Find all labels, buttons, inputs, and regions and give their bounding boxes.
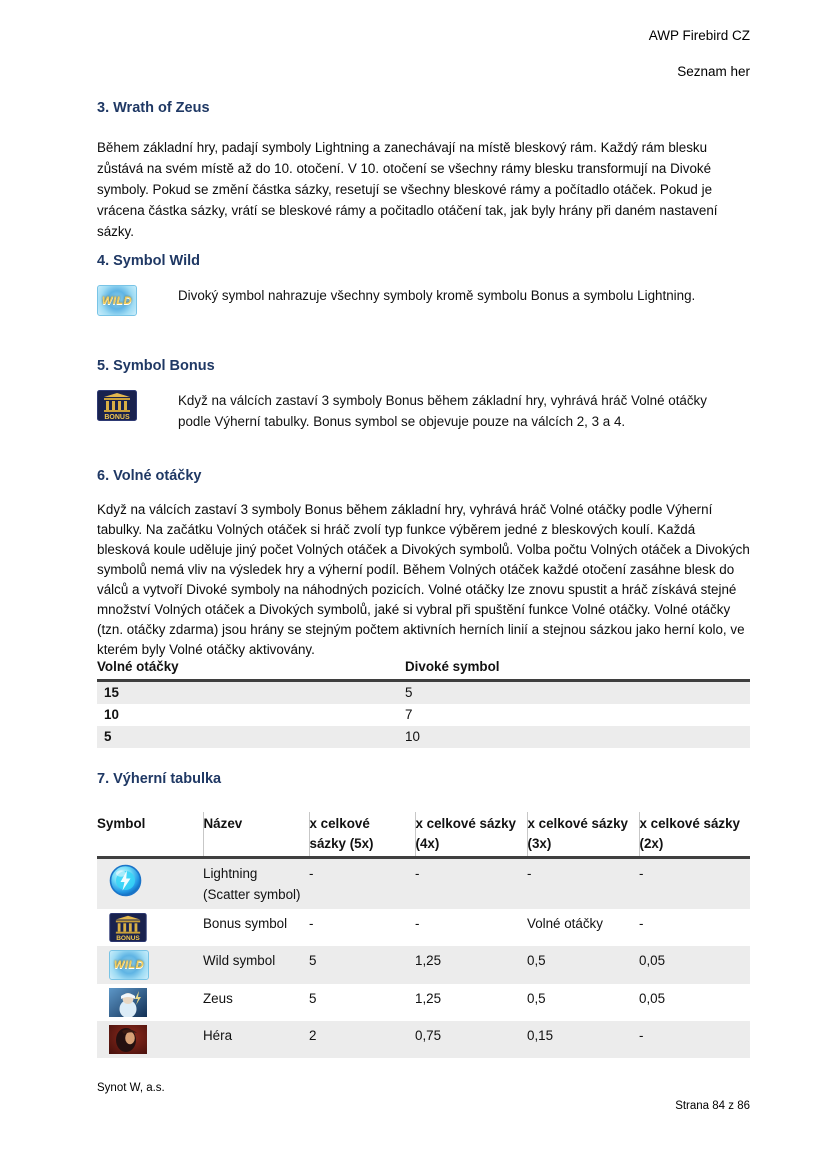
payout-3x: Volné otáčky	[527, 916, 603, 931]
symbol-cell	[97, 1021, 203, 1058]
header-line: (4x)	[415, 836, 440, 851]
wild-count-value: 7	[405, 707, 413, 722]
section-7-title: 7. Výherní tabulka	[97, 771, 222, 787]
section-4-row	[97, 285, 750, 316]
payout-2x: 0,05	[639, 991, 666, 1006]
header-line: (3x)	[527, 836, 552, 851]
payout-4x: 0,75	[415, 1028, 442, 1043]
payout-3x: 0,5	[527, 953, 546, 968]
paytable-header-4x	[415, 812, 527, 858]
bonus-symbol-icon	[109, 913, 147, 942]
section-6-paragraph: Když na válcích zastaví 3 symboly Bonus během základní hry, vyhrává hráč Volné otáčky podle Výherní tabulky. Na začátku Volných otáček si hráč zvolí typ funkce výběrem jedné z bleskových koulí. Každá blesková koule uděluje jiný počet Volných otáček a Divokých symbolů. Volba počtu Volných otáček a Divokých symbolů nemá vliv na výsledek hry a výherní podíl. Během Volných otáček každé otočení zasáhne blesk do válců a vytvoří Divoké symboly na náhodných pozicích. Volné otáčky lze znovu spustit a hráč získává stejné množství Volných otáček a Divokých symbolů, jaké si vybral při spuštění funkce Volné otáčky. Volné otáčky (tzn. otáčky zdarma) jsou hrány se stejným počtem aktivních herních linií a stejnou sázkou jako herní kolo, ve kterém byly Volné otáčky aktivovány.	[97, 502, 750, 657]
payout-2x: -	[639, 1028, 644, 1043]
payout-5x: 5	[309, 991, 317, 1006]
wild-count-col-header: Divoké symbol	[405, 656, 750, 681]
symbol-name: Bonus symbol	[203, 916, 288, 931]
section-3-title: 3. Wrath of Zeus	[97, 100, 210, 116]
footer-page-number: Strana 84 z 86	[675, 1100, 750, 1112]
wild-count-value: 10	[405, 729, 420, 744]
free-spins-table	[97, 656, 750, 748]
paytable-wrap	[97, 812, 750, 1058]
symbol-cell	[97, 909, 203, 946]
header-line: Symbol	[97, 816, 146, 831]
symbol-name: Héra	[203, 1028, 233, 1043]
wild-icon-label: WILD	[101, 294, 133, 307]
paytable-header-2x	[639, 812, 750, 858]
free-spins-table-wrap	[97, 656, 750, 748]
section-4-paragraph: Divoký symbol nahrazuje všechny symboly kromě symbolu Bonus a symbolu Lightning.	[178, 288, 696, 303]
header-line: x celkové sázky	[639, 816, 741, 831]
header-line: x celkové	[309, 816, 370, 831]
paytable-header-name	[203, 812, 309, 858]
section-6-title: 6. Volné otáčky	[97, 468, 202, 484]
paytable-header-5x	[309, 812, 415, 858]
header-line: (2x)	[639, 836, 664, 851]
paytable-header-symbol	[97, 812, 203, 858]
payout-4x: -	[415, 866, 420, 881]
header-line: Název	[203, 816, 243, 831]
doc-header-subtitle: Seznam her	[677, 64, 750, 79]
payout-2x: -	[639, 866, 644, 881]
free-spins-col-header: Volné otáčky	[97, 656, 405, 681]
paytable	[97, 812, 750, 1058]
symbol-cell	[97, 946, 203, 984]
payout-3x: 0,15	[527, 1028, 554, 1043]
payout-5x: -	[309, 916, 314, 931]
footer-company: Synot W, a.s.	[97, 1082, 165, 1094]
header-line: sázky (5x)	[309, 836, 374, 851]
wild-symbol-icon	[97, 285, 137, 316]
header-line: x celkové sázky	[527, 816, 629, 831]
header-line: x celkové sázky	[415, 816, 517, 831]
payout-4x: 1,25	[415, 953, 442, 968]
payout-4x: -	[415, 916, 420, 931]
payout-3x: 0,5	[527, 991, 546, 1006]
payout-5x: 2	[309, 1028, 317, 1043]
payout-4x: 1,25	[415, 991, 442, 1006]
table-row	[97, 704, 750, 726]
symbol-name: Lightning (Scatter symbol)	[203, 866, 301, 902]
table-row	[97, 858, 750, 910]
wild-icon-label: WILD	[113, 958, 145, 971]
bonus-icon-label: BONUS	[104, 414, 130, 421]
section-4-title: 4. Symbol Wild	[97, 253, 200, 269]
wild-count-value: 5	[405, 685, 413, 700]
section-5-paragraph: Když na válcích zastaví 3 symboly Bonus během základní hry, vyhrává hráč Volné otáčky podle Výherní tabulky. Bonus symbol se objevuje pouze na válcích 2, 3 a 4.	[178, 393, 707, 429]
table-row	[97, 946, 750, 984]
symbol-cell	[97, 984, 203, 1021]
symbol-name: Wild symbol	[203, 953, 276, 968]
doc-header-product: AWP Firebird CZ	[648, 28, 750, 43]
bonus-symbol-icon	[97, 390, 137, 421]
section-5-title: 5. Symbol Bonus	[97, 358, 215, 374]
section-3-paragraph: Během základní hry, padají symboly Lightning a zanechávají na místě bleskový rám. Každý rám blesku zůstává na svém místě až do 10. otočení. V 10. otočení se všechny rámy blesku transformují na Divoké symboly. Pokud se změní částka sázky, resetují se všechny bleskové rámy a počítadlo otáček. Pokud je vrácena částka sázky, vrátí se bleskové rámy a počitadlo otáčení tak, jak byly hrány při daném nastavení sázky.	[97, 140, 718, 239]
hera-symbol-icon	[109, 1025, 147, 1054]
zeus-symbol-icon	[109, 988, 147, 1017]
payout-2x: -	[639, 916, 644, 931]
payout-5x: 5	[309, 953, 317, 968]
free-spins-value: 10	[104, 707, 119, 722]
payout-3x: -	[527, 866, 532, 881]
free-spins-value: 15	[104, 685, 119, 700]
table-row	[97, 984, 750, 1021]
table-row	[97, 1021, 750, 1058]
payout-2x: 0,05	[639, 953, 666, 968]
table-row	[97, 909, 750, 946]
wild-symbol-icon	[109, 950, 149, 980]
bonus-icon-label: BONUS	[116, 935, 140, 942]
section-5-row	[97, 390, 750, 432]
free-spins-value: 5	[104, 729, 112, 744]
symbol-cell	[97, 858, 203, 910]
table-row	[97, 726, 750, 748]
table-row	[97, 681, 750, 705]
symbol-name: Zeus	[203, 991, 233, 1006]
paytable-header-3x	[527, 812, 639, 858]
payout-5x: -	[309, 866, 314, 881]
lightning-orb-icon	[109, 864, 142, 897]
